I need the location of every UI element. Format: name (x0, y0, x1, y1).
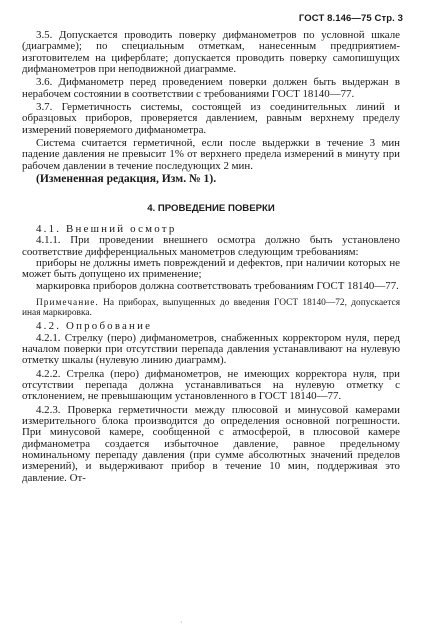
note-body: На приборах, выпущенных до введения ГОСТ 18140—72, допускается иная маркировка. (22, 297, 401, 319)
paragraph-3-7: 3.7. Герметичность системы, состоящей из соединительных линий и образцовых приборов, проверяется давлением, равным верхнему пределу измерений поверяемого дифманометра. (22, 101, 400, 136)
edition-note: (Измененная редакция, Изм. № 1). (36, 172, 217, 186)
document-body (22, 30, 400, 484)
note-head: Примечание. (36, 297, 99, 308)
page-header: ГОСТ 8.146—75 Стр. 3 (298, 13, 403, 24)
paragraph-4-2-3: 4.2.3. Проверка герметичности между плюсовой и минусовой камерами измерительного блока производится до определения основной погрешности. При минусовой камере, сообщенной с атмосферой, в плюсовой камере дифманометра создается избыточное давление, равное предельному номинальному перепаду давления (при сумме абсолютных значений пределов измерений), и выдерживают прибор в течение 10 мин, поддерживая это давление. От- (22, 403, 400, 484)
requirement-2: маркировка приборов должна соответствовать требованиям ГОСТ 18140—77. (36, 279, 399, 292)
paragraph-4-2-1: 4.2.1. Стрелку (перо) дифманометров, снабженных корректором нуля, перед началом поверки при отсутствии перепада давления устанавливают на нулевую отметку шкалы (нулевую линию диаграмм). (22, 331, 400, 367)
requirement-1: приборы не должны иметь повреждений и дефектов, при наличии которых не может быть допущено их применение; (22, 256, 400, 281)
note (22, 298, 400, 318)
subsection-title-4-1: 4.1. Внешний осмотр (36, 222, 177, 235)
paragraph-3-5: 3.5. Допускается проводить поверку дифманометров по условной шкале (диаграмме); по специальным отметкам, нанесенным предприятием-изготовителем на циферблате; допускается проводить поверку самопишущих дифманометров при неподвижной диаграмме. (22, 29, 400, 76)
subsection-title-4-2: 4.2. Опробование (36, 320, 153, 333)
paragraph-3-6: 3.6. Дифманометр перед проведением поверки должен быть выдержан в нерабочем состоянии в соответствии с требованиями ГОСТ 18140—77. (22, 76, 400, 100)
section-title: 4. ПРОВЕДЕНИЕ ПОВЕРКИ (147, 203, 275, 215)
paragraph-4-2-2: 4.2.2. Стрелка (перо) дифманометров, не имеющих корректора нуля, при отсутствии перепада должна устанавливаться на нулевую отметку с отклонением, не превышающим установленного в ГОСТ 18140—77. (22, 367, 400, 403)
footer-mark: · (180, 618, 183, 627)
paragraph-3-7-continued: Система считается герметичной, если после выдержки в течение 3 мин падение давления не превысит 1% от верхнего предела измерений в минуту при рабочем давлении в течение последующих 2 мин. (22, 137, 400, 172)
paragraph-4-1-1: 4.1.1. При проведении внешнего осмотра должно быть установлено соответствие дифференциальных манометров следующим требованиям: (22, 234, 400, 258)
